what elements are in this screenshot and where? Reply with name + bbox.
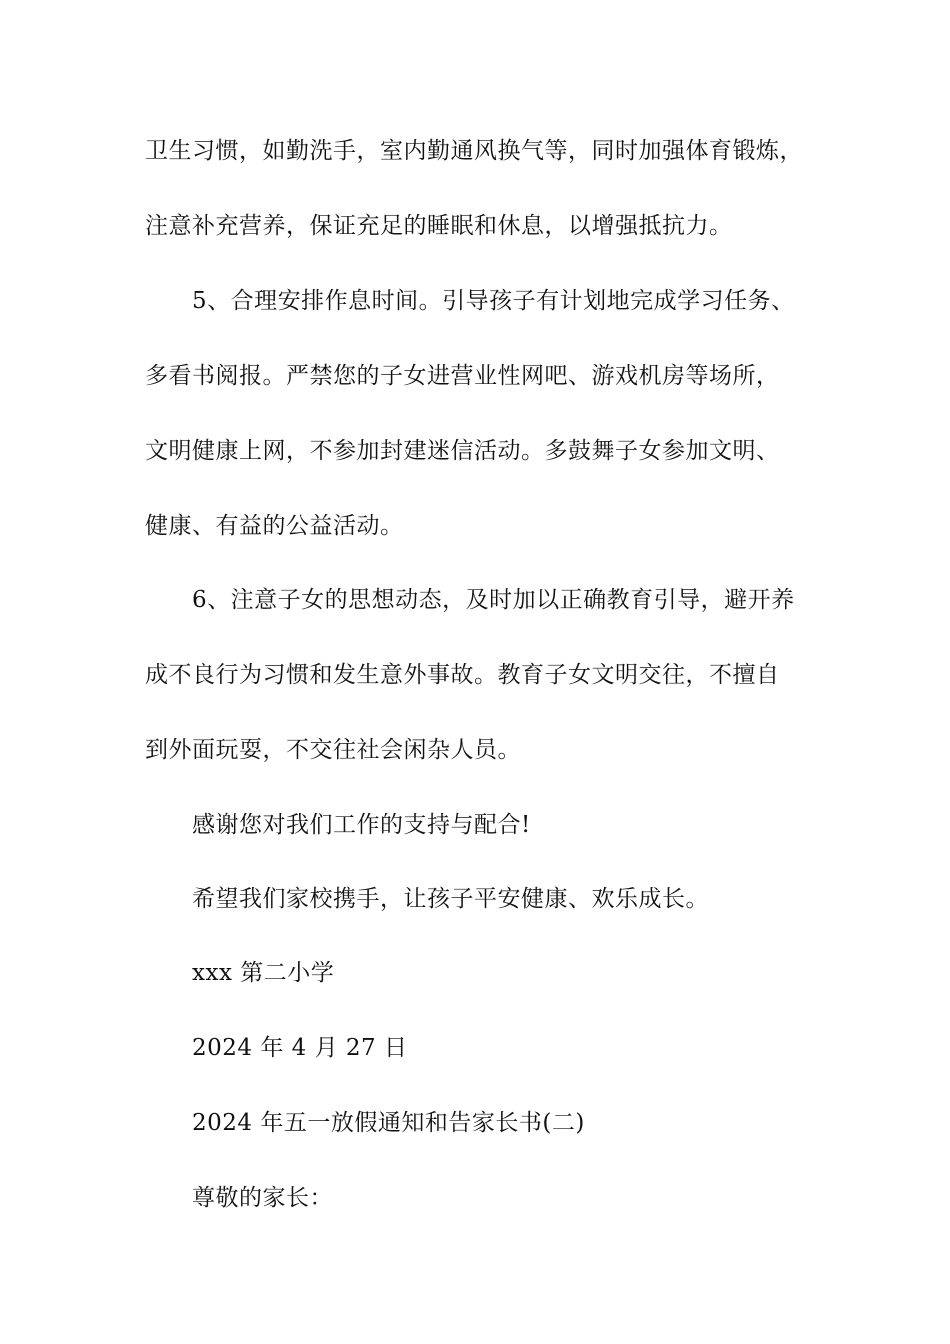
paragraph-line: 5、合理安排作息时间。引导孩子有计划地完成学习任务、 [192,288,795,314]
paragraph-line: 注意补充营养，保证充足的睡眠和休息，以增强抵抗力。 [145,213,733,239]
paragraph-line: 6、注意子女的思想动态，及时加以正确教育引导，避开养 [192,587,795,613]
paragraph-line: 到外面玩耍，不交往社会闲杂人员。 [145,737,521,763]
school-name: xxx 第二小学 [192,960,335,986]
document-date: 2024 年 4 月 27 日 [192,1035,408,1061]
paragraph-line: 健康、有益的公益活动。 [145,513,404,539]
closing-line: 希望我们家校携手，让孩子平安健康、欢乐成长。 [192,886,709,912]
salutation: 尊敬的家长： [192,1185,333,1211]
paragraph-line: 文明健康上网，不参加封建迷信活动。多鼓舞子女参加文明、 [145,438,780,464]
paragraph-line: 多看书阅报。严禁您的子女进营业性网吧、游戏机房等场所， [145,363,780,389]
paragraph-line: 卫生习惯，如勤洗手，室内勤通风换气等，同时加强体育锻炼， [145,138,803,164]
thanks-line: 感谢您对我们工作的支持与配合! [192,812,531,838]
paragraph-line: 成不良行为习惯和发生意外事故。教育子女文明交往，不擅自 [145,662,780,688]
section-title: 2024 年五一放假通知和告家长书(二) [192,1110,585,1136]
